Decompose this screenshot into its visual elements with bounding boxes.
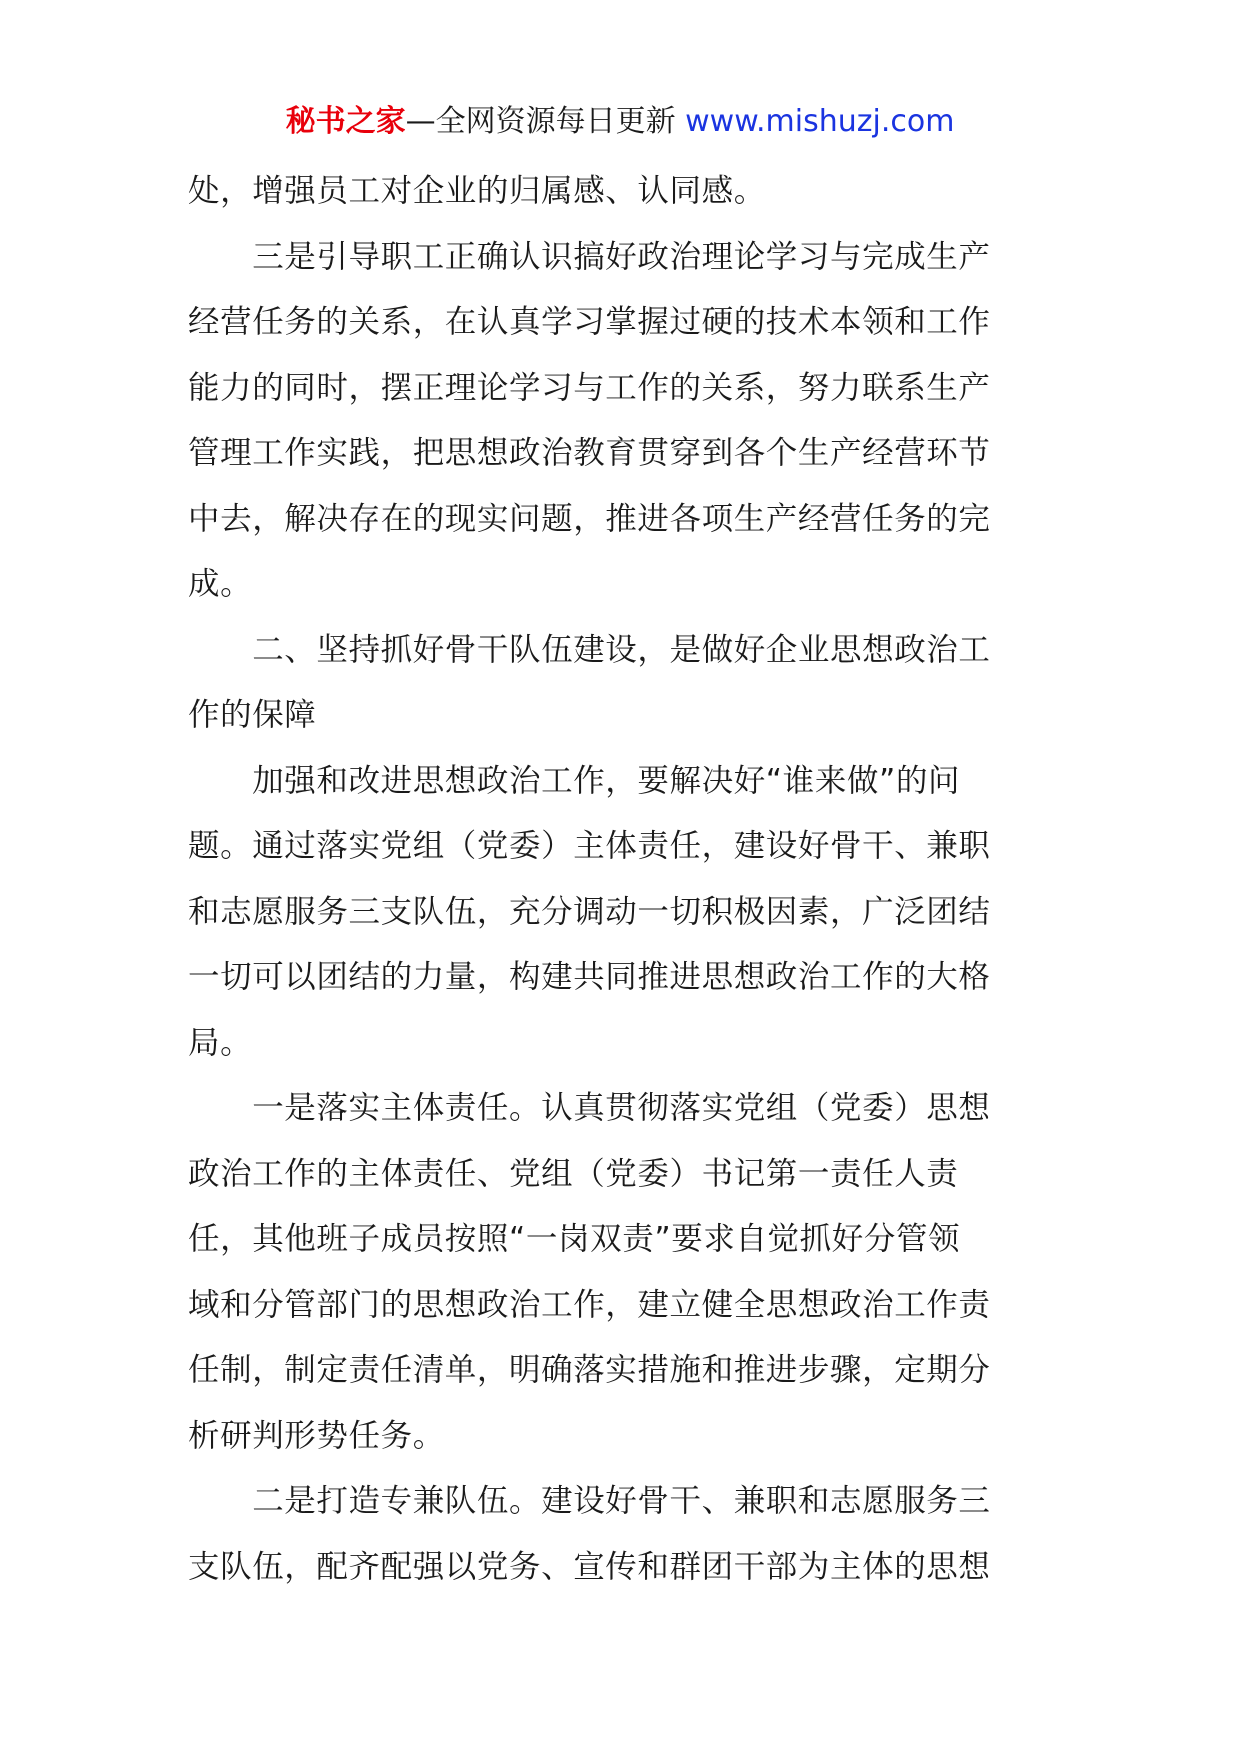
text-line: 三是引导职工正确认识搞好政治理论学习与完成生产 (188, 238, 991, 275)
text-line: 题。通过落实党组（党委）主体责任，建设好骨干、兼职 (188, 828, 991, 864)
site-brand: 秘书之家 (285, 104, 406, 139)
text-line: 域和分管部门的思想政治工作，建立健全思想政治工作责 (188, 1286, 991, 1323)
section-heading-line: 作的保障 (188, 697, 317, 733)
text-line: 处，增强员工对企业的归属感、认同感。 (188, 173, 766, 209)
watermark-header (0, 100, 1240, 144)
site-url: www.mishuzj.com (685, 104, 955, 139)
text-line: 能力的同时，摆正理论学习与工作的关系，努力联系生产 (188, 369, 991, 406)
section-heading-line: 二、坚持抓好骨干队伍建设，是做好企业思想政治工 (188, 631, 991, 668)
text-line: 管理工作实践，把思想政治教育贯穿到各个生产经营环节 (188, 435, 991, 471)
text-line: 成。 (188, 566, 253, 602)
text-line: 中去，解决存在的现实问题，推进各项生产经营任务的完 (188, 500, 991, 537)
text-line: 经营任务的关系，在认真学习掌握过硬的技术本领和工作 (188, 304, 991, 340)
text-line: 支队伍，配齐配强以党务、宣传和群团干部为主体的思想 (188, 1548, 991, 1585)
text-line: 加强和改进思想政治工作，要解决好“谁来做”的问 (188, 762, 961, 799)
text-line: 任制，制定责任清单，明确落实措施和推进步骤，定期分 (188, 1352, 991, 1388)
text-line: 和志愿服务三支队伍，充分调动一切积极因素，广泛团结 (188, 893, 991, 930)
site-slogan: —全网资源每日更新 (405, 104, 686, 139)
text-line: 析研判形势任务。 (188, 1417, 445, 1454)
text-line: 任，其他班子成员按照“一岗双责”要求自觉抓好分管领 (188, 1221, 961, 1257)
text-line: 局。 (188, 1024, 253, 1061)
document-body (188, 159, 1054, 1600)
text-line: 二是打造专兼队伍。建设好骨干、兼职和志愿服务三 (188, 1483, 991, 1519)
text-line: 一切可以团结的力量，构建共同推进思想政治工作的大格 (188, 959, 991, 995)
text-line: 政治工作的主体责任、党组（党委）书记第一责任人责 (188, 1155, 959, 1192)
text-line: 一是落实主体责任。认真贯彻落实党组（党委）思想 (188, 1090, 991, 1126)
